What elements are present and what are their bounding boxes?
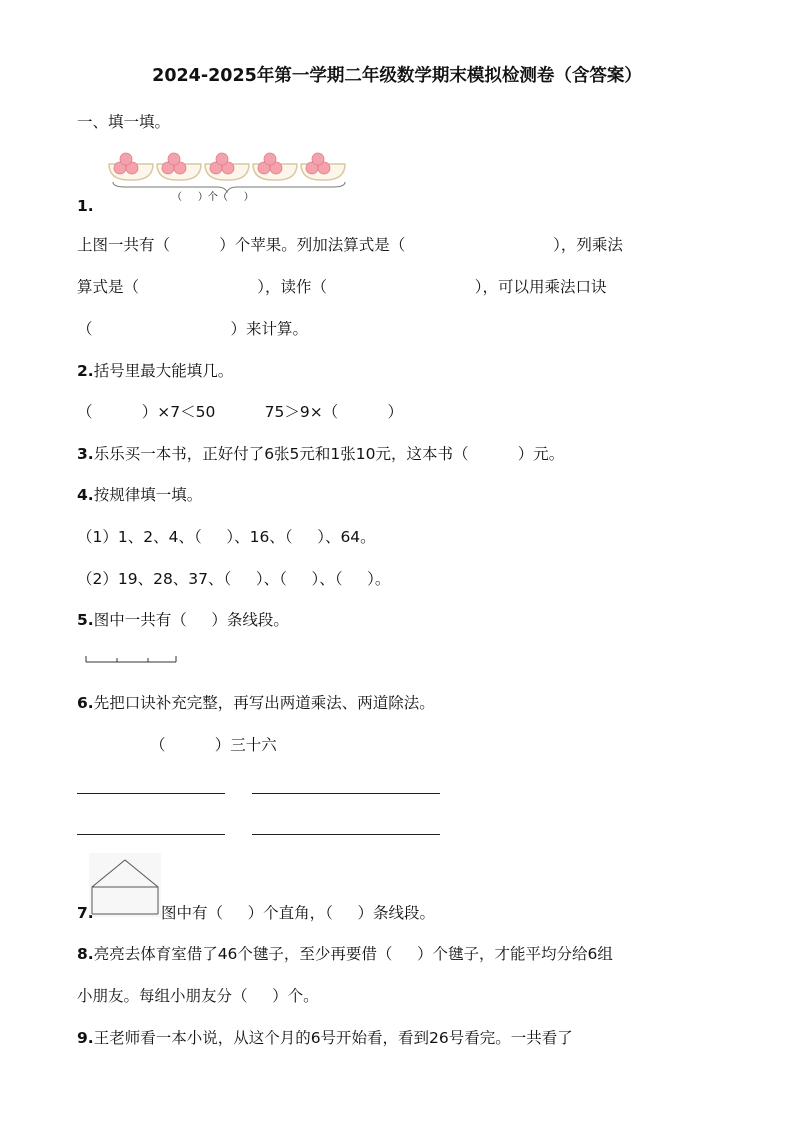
q7-number: 7. [77,904,94,922]
q9-line-1: 王老师看一本小说，从这个月的6号开始看，看到26号看完。一共看了 [93,1029,573,1047]
q2 [77,361,233,381]
q1-line-1: 上图一共有（ ）个苹果。列加法算式是（ ），列乘法 [77,236,623,254]
q2-line: （ ）×7＜50 75＞9×（ ） [77,403,403,421]
plate-5 [301,153,345,180]
answer-line-2 [252,793,440,794]
q9-number: 9. [77,1029,94,1047]
q5-number: 5. [77,611,94,629]
q8-number: 8. [77,945,94,963]
section-heading: 一、填一填。 [77,113,171,131]
q9 [77,1028,573,1048]
q1-line-3: （ ）来计算。 [77,320,308,338]
q3-number: 3. [77,445,94,463]
q3-text: 乐乐买一本书，正好付了6张5元和1张10元，这本书（ ）元。 [93,445,565,463]
plate-4 [253,153,297,180]
q6 [77,693,435,713]
q2-text: 括号里最大能填几。 [93,362,234,380]
q6-text: 先把口诀补充完整，再写出两道乘法、两道除法。 [93,694,435,712]
q5 [77,610,289,630]
segment-figure [85,652,180,664]
q8 [77,944,613,964]
answer-line-4 [252,834,440,835]
plate-1 [109,153,153,180]
answer-line-1 [77,793,225,794]
plate-2 [157,153,201,180]
figure-caption: （ ）个（ ） [172,192,254,203]
answer-line-3 [77,834,225,835]
q3 [77,444,564,464]
q8-line-2: 小朋友。每组小朋友分（ ）个。 [77,987,319,1005]
q1-number: 1. [77,197,94,215]
plate-3 [205,153,249,180]
page-title: 2024-2025年第一学期二年级数学期末模拟检测卷（含答案） [152,66,642,86]
q2-number: 2. [77,362,94,380]
q5-text: 图中一共有（ ）条线段。 [93,611,289,629]
q4-number: 4. [77,486,94,504]
q1-line-2: 算式是（ ），读作（ ），可以用乘法口诀 [77,278,607,296]
q4-text: 按规律填一填。 [93,486,203,504]
q4 [77,485,202,505]
q8-line-1: 亮亮去体育室借了46个毽子，至少再要借（ ）个毽子，才能平均分给6组 [93,945,613,963]
q6-rhyme: （ ）三十六 [150,736,277,754]
q4-line-1: （1）1、2、4、（ ）、16、（ ）、64。 [77,528,376,546]
q6-number: 6. [77,694,94,712]
q7-text: 图中有（ ）个直角，（ ）条线段。 [161,904,436,922]
house-shape-figure [89,853,161,917]
q4-line-2: （2）19、28、37、（ ）、（ ）、（ ）。 [77,570,391,588]
